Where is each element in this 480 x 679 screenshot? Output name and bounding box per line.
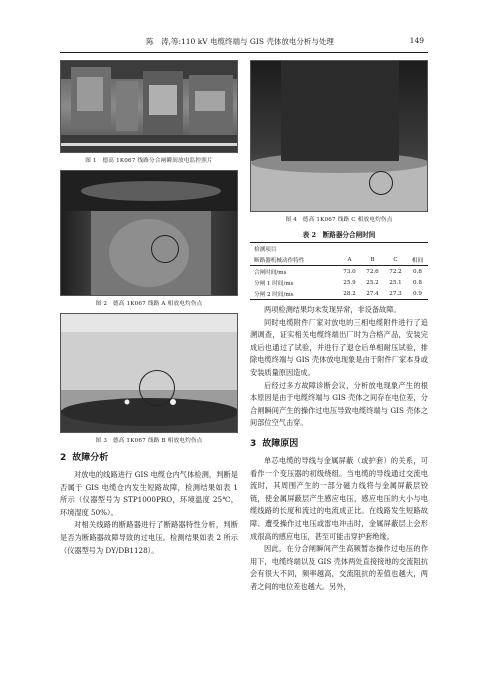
section-3-heading — [250, 436, 428, 449]
table-cell: 25.9 — [343, 279, 356, 286]
figure-2-photo — [60, 170, 238, 296]
table-header: A — [338, 254, 361, 266]
paragraph: 因此，在分合闸瞬间产生高频暂态操作过电压的作用下，电缆终端以及 GIS 壳体两处直接接地的交流阻抗会有很大不同，频率越高，交流阻抗的差值也越大，两者之间的电位差也越大。另外， — [250, 544, 428, 591]
table-cell: 0.9 — [407, 288, 428, 300]
table-cell: 0.8 — [413, 279, 422, 286]
page-number: 149 — [409, 36, 424, 45]
table-cell: 25.2 — [366, 279, 379, 286]
table-cell: 72.6 — [366, 268, 379, 275]
table-cell: 73.0 — [343, 268, 356, 275]
table-cell: 合闸时间/ms — [254, 269, 287, 276]
section-2-heading — [60, 450, 238, 463]
table-cell: 分闸 1 时间/ms — [254, 280, 294, 287]
phase-c-burn-photo — [251, 61, 428, 211]
figure-3-photo — [60, 313, 238, 433]
table-row — [250, 288, 428, 300]
table-row — [250, 277, 428, 288]
section-2-number: 2 — [60, 453, 67, 463]
table-cell: 72.2 — [389, 268, 402, 275]
section-3-title: 故障原因 — [262, 438, 299, 449]
figure-3-caption: 图 3 德高 1K067 线路 B 相放电灼伤点 — [95, 438, 203, 444]
table-header: B — [361, 254, 384, 266]
paragraph: 两项检测结果均未发现异常，非设备故障。 — [264, 305, 401, 314]
table-cell: 28.2 — [338, 288, 361, 300]
table-cell: 分闸 2 时间/ms — [250, 288, 338, 300]
burn-mark-circle-b — [139, 370, 175, 406]
table-2-title: 表 2 断路器分合闸时间 — [302, 231, 376, 239]
table-2 — [250, 242, 428, 300]
running-header — [0, 36, 480, 50]
figure-4-caption: 图 4 德高 1K067 线路 C 相放电灼伤点 — [285, 217, 393, 223]
header-rule — [60, 52, 428, 53]
right-column — [250, 60, 428, 593]
figure-4-photo — [250, 60, 428, 212]
figure-1-photo — [60, 60, 238, 153]
table-cell: 27.3 — [384, 288, 407, 300]
burn-mark-circle-a — [151, 235, 179, 263]
running-title: 陈 涛,等:110 kV 电缆终端与 GIS 壳体放电分析与处理 — [146, 37, 334, 46]
table-header: 相间 — [407, 254, 428, 266]
paragraph: 对相关线路的断路器进行了断路器特性分析，判断是否为断路器故障导致的过电压。检测结果如表 2 所示（仪器型号为 DY/DB1128）。 — [60, 520, 238, 555]
phase-a-burn-photo — [61, 171, 238, 295]
figure-1-caption: 图 1 德高 1K067 线路分合闸瞬间放电监控照片 — [85, 158, 213, 164]
table-row — [250, 266, 428, 278]
section-3-number: 3 — [250, 438, 257, 449]
table-header: C — [384, 254, 407, 266]
paragraph: 后经过多方故障诊断会议，分析放电现象产生的根本原因是由于电缆终端与 GIS 壳体之间存在电位差，分合闸瞬间产生的操作过电压导致电缆终端与 GIS 壳体之间部位空气击穿。 — [250, 380, 428, 428]
burn-mark-circle-c — [369, 171, 393, 195]
table-col-group: 检测项目 — [250, 243, 338, 255]
table-cell: 27.4 — [361, 288, 384, 300]
paragraph: 对放电的线路进行 GIS 电缆仓内气体检测，判断是否属于 GIS 电缆仓内发生短路故障，检测结果如表 1 所示（仪器型号为 STP1000PRO，环境温度 25℃，环境湿度 50%）。 — [60, 470, 238, 517]
paragraph: 单芯电缆的导线与金属屏蔽（或护套）的关系，可看作一个变压器的初级绕组。当电缆的导线通过交流电流时，其周围产生的一部分磁力线将与金属屏蔽层铰链，使金属屏蔽层产生感应电压，感应电压的大小与电缆线路的长度和流过的电流成正比。在线路发生短路故障、遭受操作过电压或雷电冲击时，金属屏蔽层上会形成很高的感应电压，甚至可能击穿护套绝缘。 — [250, 455, 428, 541]
switchgear-room-photo — [61, 61, 238, 152]
table-header: 断路器机械动作特性 — [250, 254, 338, 266]
left-column — [60, 60, 238, 557]
table-cell: 0.8 — [413, 268, 422, 275]
figure-2-caption: 图 2 德高 1K067 线路 A 相放电灼伤点 — [95, 301, 203, 307]
table-cell: 25.1 — [389, 279, 402, 286]
section-2-title: 故障分析 — [72, 453, 109, 463]
paragraph: 同时电缆附件厂家对放电的三相电缆附件进行了追溯调查，证实相关电缆终端出厂时为合格产品，安装完成后也通过了试验，并进行了退仓后单相耐压试验，排除电缆终端与 GIS 壳体放电现象是由于附件厂家本身或安装质量原因造成。 — [250, 317, 428, 377]
